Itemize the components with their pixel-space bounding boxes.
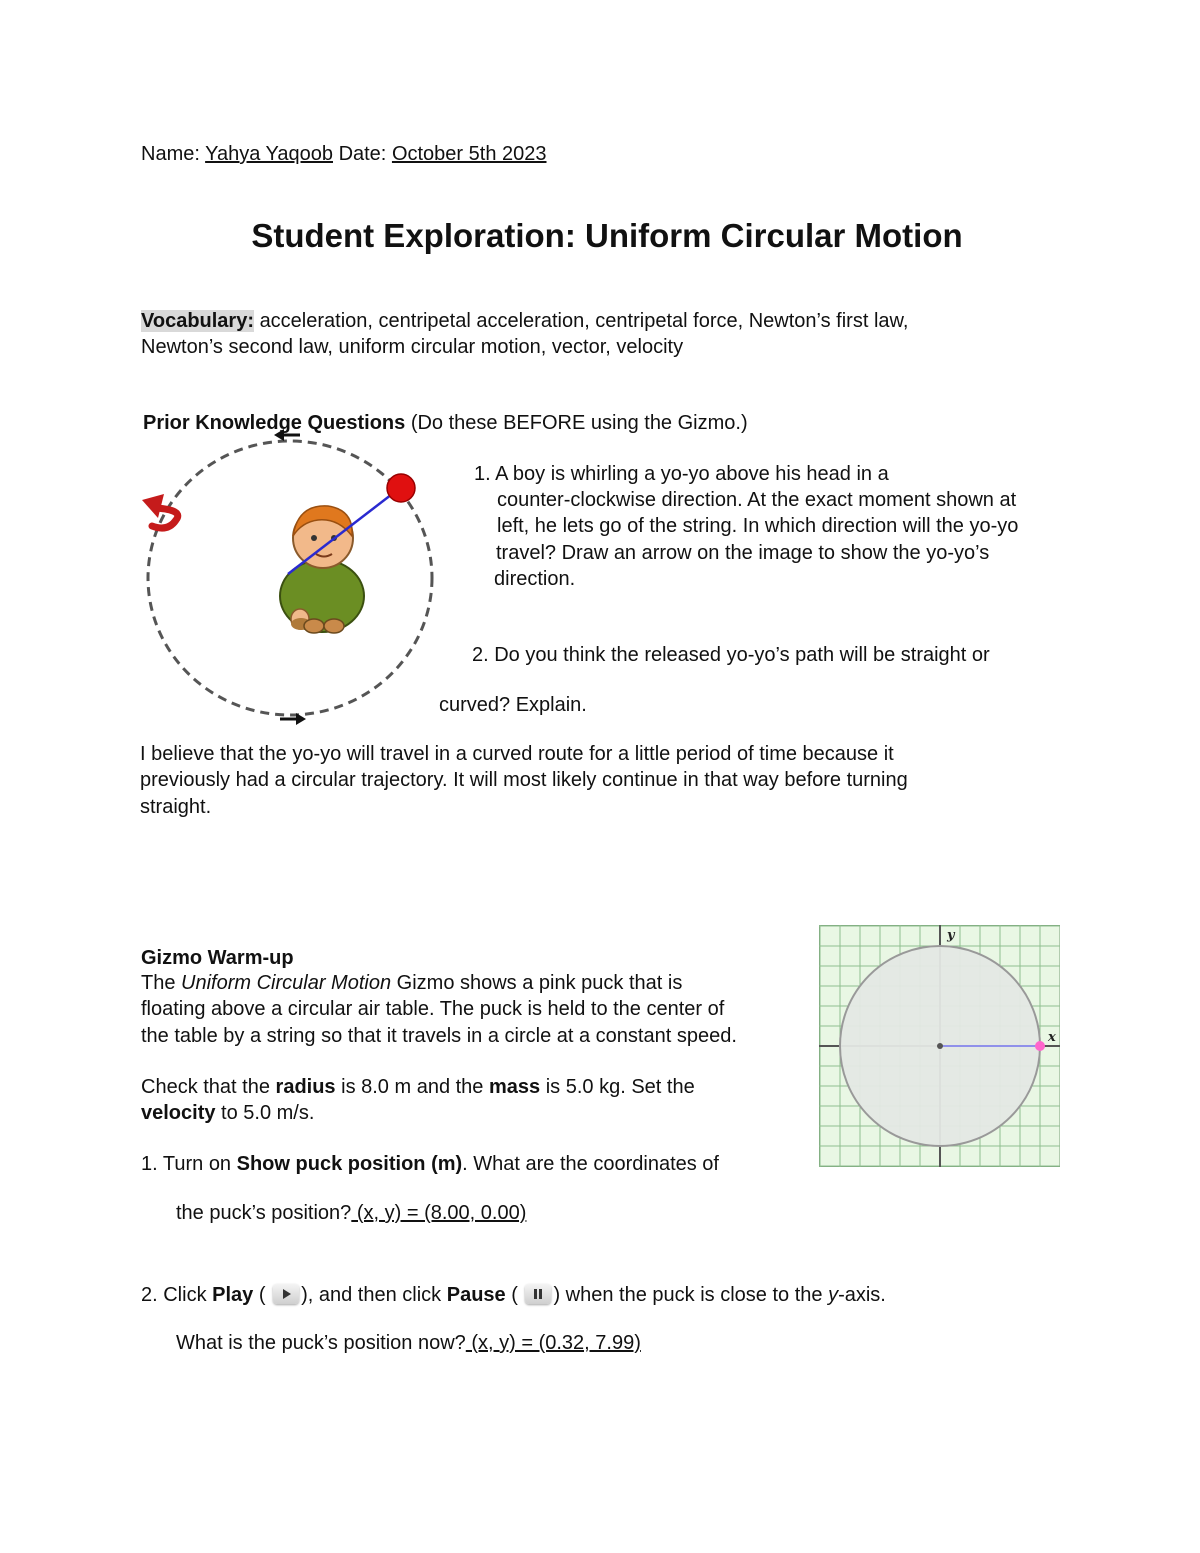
prior-q1-line-4: travel? Draw an arrow on the image to show the yo-yo’s — [496, 542, 990, 564]
warmup-p2-line-2 — [141, 1100, 314, 1126]
warmup-q2-b: ( — [258, 1284, 266, 1306]
warmup-q2-answer: (x, y) = (0.32, 7.99) — [465, 1332, 641, 1354]
vocabulary-terms-1: acceleration, centripetal acceleration, centripetal force, Newton’s first law, — [259, 310, 909, 332]
warmup-q2-line-2 — [176, 1330, 641, 1356]
prior-knowledge-heading: Prior Knowledge Questions — [143, 412, 406, 434]
warmup-q1-question: the puck’s position? — [176, 1202, 352, 1224]
vocabulary-line-2: Newton’s second law, uniform circular motion, vector, velocity — [141, 336, 684, 358]
orbit-arrow-top-icon — [274, 429, 300, 441]
name-date-line — [141, 141, 547, 167]
warmup-radius: radius — [275, 1076, 336, 1098]
y-axis-label: y — [947, 928, 955, 943]
x-axis-label: x — [1048, 1030, 1056, 1045]
warmup-q1-post: . What are the coordinates of — [462, 1153, 719, 1175]
warmup-mass: mass — [489, 1076, 541, 1098]
warmup-p2-b: is 8.0 m and the — [341, 1076, 484, 1098]
prior-answer-line-3: straight. — [140, 796, 212, 818]
warmup-q2-d: ( — [511, 1284, 518, 1306]
warmup-q1-pre: 1. Turn on — [141, 1153, 232, 1175]
prior-knowledge-note: (Do these BEFORE using the Gizmo.) — [410, 412, 748, 434]
prior-q1-line-3: left, he lets go of the string. In which direction will the yo-yo — [497, 515, 1019, 537]
vocabulary-line-1 — [141, 308, 908, 334]
warmup-q2-question: What is the puck’s position now? — [176, 1332, 466, 1354]
warmup-p2-d: to 5.0 m/s. — [221, 1102, 315, 1124]
curved-arrow-icon — [142, 494, 178, 528]
name-value: Yahya Yaqoob — [205, 143, 333, 165]
prior-q1-line-1: 1. A boy is whirling a yo-yo above his head in a — [474, 463, 889, 485]
warmup-q2-pause: Pause — [446, 1284, 506, 1306]
warmup-q1-line-2 — [176, 1200, 526, 1226]
prior-q1-line-5: direction. — [494, 568, 576, 590]
warmup-velocity: velocity — [141, 1102, 216, 1124]
play-button-icon — [273, 1284, 299, 1304]
prior-q1-line-2: counter-clockwise direction. At the exact moment shown at — [497, 489, 1017, 511]
warmup-p1-line-1 — [141, 970, 682, 996]
date-label: Date: — [338, 143, 387, 165]
warmup-p1-pre: The — [141, 972, 176, 994]
warmup-p2-line-1 — [141, 1074, 695, 1100]
warmup-gizmo-name: Uniform Circular Motion — [181, 972, 392, 994]
table-center-point — [937, 1043, 943, 1049]
date-value: October 5th 2023 — [391, 143, 547, 165]
warmup-q2-f: -axis. — [838, 1284, 886, 1306]
puck — [1035, 1041, 1045, 1051]
warmup-q1-line-1 — [141, 1151, 719, 1177]
gizmo-air-table-graph — [819, 925, 1060, 1167]
warmup-q2-a: 2. Click — [141, 1284, 207, 1306]
pause-button-icon — [525, 1284, 551, 1304]
prior-answer-line-1: I believe that the yo-yo will travel in a curved route for a little period of time because it — [140, 743, 894, 765]
warmup-q2-line-1 — [141, 1282, 886, 1308]
warmup-p2-c: is 5.0 kg. Set the — [545, 1076, 695, 1098]
warmup-p1-line-3: the table by a string so that it travels in a circle at a constant speed. — [141, 1025, 737, 1047]
yoyo-illustration — [138, 428, 448, 728]
warmup-q2-e: ) when the puck is close to the — [553, 1284, 823, 1306]
prior-q2-line-2: curved? Explain. — [439, 694, 587, 716]
warmup-q1-show-position: Show puck position (m) — [236, 1153, 463, 1175]
warmup-heading: Gizmo Warm-up — [141, 947, 294, 969]
vocabulary-label: Vocabulary: — [141, 310, 254, 332]
warmup-p1-line-2: floating above a circular air table. The puck is held to the center of — [141, 998, 725, 1020]
page-title: Student Exploration: Uniform Circular Motion — [251, 217, 963, 254]
warmup-q1-answer: (x, y) = (8.00, 0.00) — [351, 1202, 527, 1224]
warmup-q2-c: ), and then click — [301, 1284, 442, 1306]
warmup-q2-play: Play — [212, 1284, 254, 1306]
yoyo-ball — [387, 474, 415, 502]
name-label: Name: — [141, 143, 200, 165]
warmup-p2-a: Check that the — [141, 1076, 270, 1098]
warmup-q2-y: y — [828, 1284, 839, 1306]
prior-answer-line-2: previously had a circular trajectory. It will most likely continue in that way before turning — [140, 769, 908, 791]
warmup-p1-post: Gizmo shows a pink puck that is — [396, 972, 683, 994]
prior-q2-line-1: 2. Do you think the released yo-yo’s path will be straight or — [472, 644, 990, 666]
